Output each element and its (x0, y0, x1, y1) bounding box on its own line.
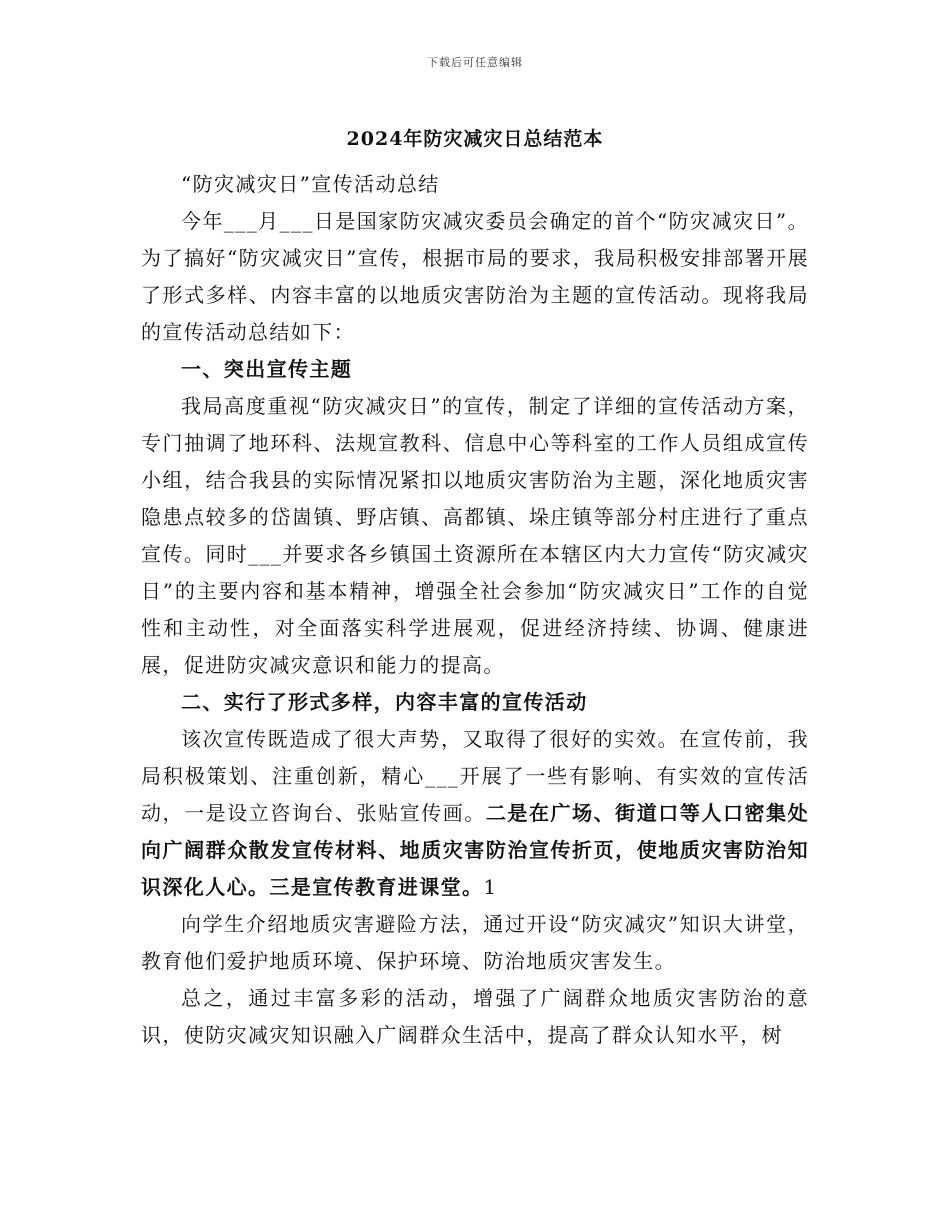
section-heading-1: 一、突出宣传主题 (181, 357, 353, 381)
paragraph-section-2-bold-text: 二是在广场、街道口等人口密集处向广阔群众散发宣传材料、地质灾害防治宣传折页，使地质灾害防治知识深化人心。三是宣传教育进课堂。 (141, 801, 810, 899)
document-title: 2024年防灾减灾日总结范本 (346, 128, 604, 150)
section-heading-2: 二、实行了形式多样，内容丰富的宣传活动 (181, 690, 588, 714)
page-number-marker: 1 (483, 875, 498, 899)
paragraph-section-2-text: 该次宣传既造成了很大声势，又取得了很好的实效。在宣传前，我局积极策划、注重创新，精心___开展了一些有影响、有实效的宣传活动，一是设立咨询台、张贴宣传画。 (141, 727, 809, 825)
paragraph-students: 向学生介绍地质灾害避险方法，通过开设“防灾减灾”知识大讲堂，教育他们爱护地质环境、保护环境、防治地质灾害发生。 (141, 912, 809, 973)
paragraph-section-2 (141, 721, 809, 906)
paragraph-section-1: 我局高度重视“防灾减灾日”的宣传，制定了详细的宣传活动方案，专门抽调了地环科、法规宣教科、信息中心等科室的工作人员组成宣传小组，结合我县的实际情况紧扣以地质灾害防治为主题，深化地质灾害隐患点较多的岱崮镇、野店镇、高都镇、垛庄镇等部分村庄进行了重点宣传。同时___并要求各乡镇国土资源所在本辖区内大力宣传“防灾减灾日”的主要内容和基本精神，增强全社会参加“防灾减灾日”工作的自觉性和主动性，对全面落实科学进展观，促进经济持续、协调、健康进展，促进防灾减灾意识和能力的提高。 (141, 394, 809, 677)
paragraph-intro: 今年___月___日是国家防灾减灾委员会确定的首个“防灾减灾日”。为了搞好“防灾减灾日”宣传，根据市局的要求，我局积极安排部署开展了形式多样、内容丰富的以地质灾害防治为主题的宣传活动。现将我局的宣传活动总结如下： (141, 209, 809, 344)
document-body (141, 166, 809, 1054)
paragraph-summary: 总之，通过丰富多彩的活动，增强了广阔群众地质灾害防治的意识，使防灾减灾知识融入广阔群众生活中，提高了群众认知水平，树 (141, 986, 809, 1047)
document-subtitle: “防灾减灾日”宣传活动总结 (181, 172, 440, 196)
header-note: 下载后可任意编辑 (427, 56, 523, 69)
